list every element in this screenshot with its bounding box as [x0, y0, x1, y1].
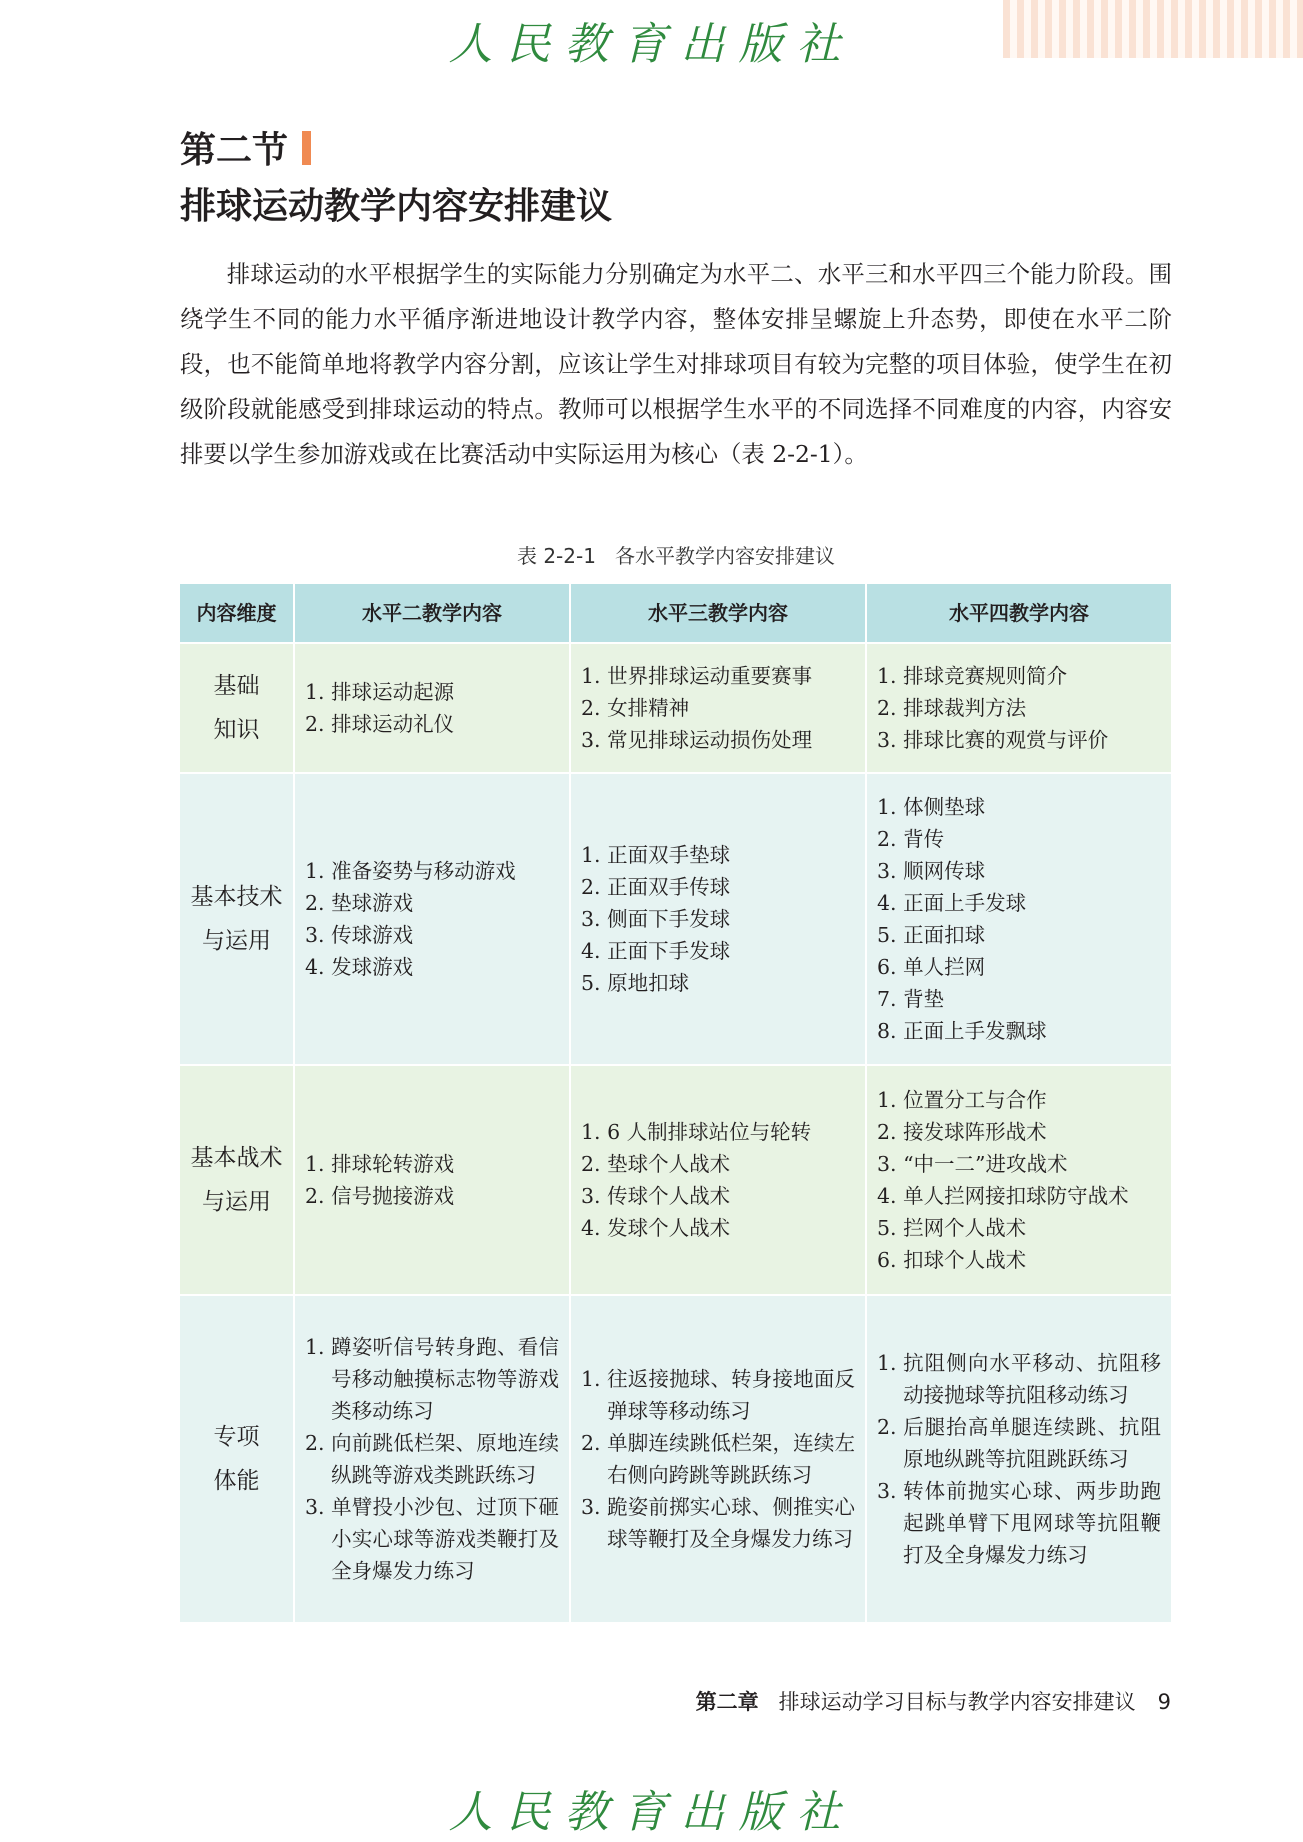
header-level3: 水平三教学内容: [570, 584, 866, 643]
list-item-text: 单人拦网接扣球防守战术: [903, 1184, 1129, 1208]
list-item-text: 转体前抛实心球、两步助跑起跳单臂下甩网球等抗阻鞭打及全身爆发力练习: [903, 1479, 1161, 1567]
list-item-number: 3.: [581, 907, 608, 931]
list-item-number: 6.: [877, 955, 904, 979]
list-item-text: 正面上手发球: [903, 891, 1027, 915]
item-list: [305, 1331, 559, 1587]
list-item-number: 1.: [581, 664, 608, 688]
list-item: [305, 1491, 559, 1587]
item-list: [305, 855, 559, 983]
list-item-number: 1.: [305, 1335, 332, 1359]
list-item-number: 3.: [877, 1152, 904, 1176]
dimension-label: 基本战术: [190, 1145, 283, 1171]
list-item: [877, 791, 1161, 823]
list-item-text: 排球比赛的观赏与评价: [903, 728, 1109, 752]
list-item: [581, 692, 855, 724]
list-item-number: 3.: [305, 923, 332, 947]
list-item-number: 1.: [877, 1351, 904, 1375]
list-item-text: 体侧垫球: [903, 795, 986, 819]
list-item: [305, 887, 559, 919]
item-list: [305, 676, 559, 740]
intro-paragraph: [180, 252, 1172, 477]
list-item-text: 传球个人战术: [607, 1184, 731, 1208]
level2-cell: [294, 773, 570, 1065]
dimension-label: 体能: [213, 1468, 260, 1494]
list-item-text: 背垫: [903, 987, 945, 1011]
footer-chapter: 第二章: [695, 1690, 759, 1714]
list-item-text: 信号抛接游戏: [331, 1184, 455, 1208]
dimension-label: 专项: [213, 1424, 260, 1450]
list-item-text: 正面双手垫球: [607, 843, 731, 867]
list-item: [305, 1180, 559, 1212]
list-item-number: 2.: [305, 1184, 332, 1208]
publisher-logo-bottom: 人民教育出版社: [448, 1787, 855, 1838]
list-item-text: 向前跳低栏架、原地连续纵跳等游戏类跳跃练习: [331, 1431, 559, 1487]
list-item: [581, 1148, 855, 1180]
page-number: 9: [1157, 1690, 1171, 1714]
content-plan-table: [180, 584, 1173, 1624]
list-item: [877, 1180, 1161, 1212]
level3-cell: [570, 1295, 866, 1623]
level4-cell: [866, 643, 1172, 773]
list-item: [305, 919, 559, 951]
list-item-text: 侧面下手发球: [607, 907, 731, 931]
list-item-text: 抗阻侧向水平移动、抗阻移动接抛球等抗阻移动练习: [903, 1351, 1161, 1407]
list-item-number: 3.: [877, 1479, 904, 1503]
publisher-logo-top: 人民教育出版社: [448, 19, 855, 70]
list-item-number: 2.: [877, 1415, 904, 1439]
list-item-number: 2.: [877, 696, 904, 720]
dimension-label: 与运用: [202, 928, 271, 954]
list-item-text: 准备姿势与移动游戏: [331, 859, 516, 883]
list-item: [877, 823, 1161, 855]
item-list: [581, 1116, 855, 1244]
list-item-number: 5.: [581, 971, 608, 995]
list-item-number: 3.: [581, 1495, 608, 1519]
list-item: [877, 1212, 1161, 1244]
list-item-text: 排球裁判方法: [903, 696, 1027, 720]
list-item-number: 1.: [581, 1120, 608, 1144]
list-item-text: 世界排球运动重要赛事: [607, 664, 813, 688]
list-item: [581, 660, 855, 692]
table-row: [180, 1065, 1172, 1295]
list-item: [877, 855, 1161, 887]
list-item-text: 正面双手传球: [607, 875, 731, 899]
item-list: [877, 1347, 1161, 1571]
list-item: [305, 1148, 559, 1180]
list-item-text: 单臂投小沙包、过顶下砸小实心球等游戏类鞭打及全身爆发力练习: [331, 1495, 559, 1583]
level4-cell: [866, 1295, 1172, 1623]
list-item: [305, 855, 559, 887]
level4-cell: [866, 1065, 1172, 1295]
list-item: [581, 1180, 855, 1212]
list-item: [877, 1084, 1161, 1116]
list-item-text: 发球游戏: [331, 955, 414, 979]
list-item: [877, 660, 1161, 692]
list-item-text: 单脚连续跳低栏架，连续左右侧向跨跳等跳跃练习: [607, 1431, 855, 1487]
level2-cell: [294, 1295, 570, 1623]
list-item-number: 5.: [877, 923, 904, 947]
list-item-number: 4.: [877, 891, 904, 915]
list-item: [581, 903, 855, 935]
list-item-number: 2.: [305, 1431, 332, 1455]
list-item: [581, 1212, 855, 1244]
list-item: [877, 1116, 1161, 1148]
level3-cell: [570, 773, 866, 1065]
list-item-text: 6 人制排球站位与轮转: [607, 1120, 812, 1144]
table-row: [180, 643, 1172, 773]
list-item: [877, 692, 1161, 724]
list-item-text: 拦网个人战术: [903, 1216, 1027, 1240]
list-item-text: 背传: [903, 827, 945, 851]
list-item-number: 6.: [877, 1248, 904, 1272]
dimension-cell: [180, 1065, 294, 1295]
list-item: [581, 871, 855, 903]
list-item-number: 3.: [305, 1495, 332, 1519]
list-item-number: 1.: [305, 1152, 332, 1176]
list-item-number: 2.: [581, 1431, 608, 1455]
level3-cell: [570, 643, 866, 773]
list-item-number: 3.: [581, 1184, 608, 1208]
intro-text: 排球运动的水平根据学生的实际能力分别确定为水平二、水平三和水平四三个能力阶段。围绕学生不同的能力水平循序渐进地设计教学内容，整体安排呈螺旋上升态势，即使在水平二阶段，也不能简单地将教学内容分割，应该让学生对排球项目有较为完整的项目体验，使学生在初级阶段就能感受到排球运动的特点。教师可以根据学生水平的不同选择不同难度的内容，内容安排要以学生参加游戏或在比赛活动中实际运用为核心（表 2-2-1）。: [180, 260, 1172, 468]
list-item-text: 排球竞赛规则简介: [903, 664, 1068, 688]
list-item-number: 4.: [581, 939, 608, 963]
list-item-text: 正面扣球: [903, 923, 986, 947]
list-item-number: 1.: [877, 1088, 904, 1112]
list-item: [581, 1427, 855, 1491]
list-item: [877, 1148, 1161, 1180]
list-item-text: 位置分工与合作: [903, 1088, 1047, 1112]
list-item-text: 跪姿前掷实心球、侧推实心球等鞭打及全身爆发力练习: [607, 1495, 855, 1551]
list-item-text: 排球运动礼仪: [331, 712, 455, 736]
list-item: [877, 1015, 1161, 1047]
list-item-number: 4.: [305, 955, 332, 979]
list-item: [877, 983, 1161, 1015]
list-item-number: 5.: [877, 1216, 904, 1240]
list-item-text: “中一二”进攻战术: [903, 1152, 1068, 1176]
list-item-number: 1.: [581, 1367, 608, 1391]
list-item-number: 2.: [305, 891, 332, 915]
item-list: [581, 660, 855, 756]
header-level2: 水平二教学内容: [294, 584, 570, 643]
table-row: [180, 773, 1172, 1065]
list-item: [581, 724, 855, 756]
page-footer: [696, 1686, 1171, 1716]
list-item-number: 3.: [877, 728, 904, 752]
list-item-text: 顺网传球: [903, 859, 986, 883]
list-item: [581, 1491, 855, 1555]
list-item-number: 1.: [877, 664, 904, 688]
list-item-number: 2.: [877, 1120, 904, 1144]
list-item: [877, 1411, 1161, 1475]
list-item-text: 单人拦网: [903, 955, 986, 979]
table-caption: 表 2-2-1 各水平教学内容安排建议: [516, 544, 836, 568]
list-item: [581, 935, 855, 967]
list-item-text: 正面上手发飘球: [903, 1019, 1047, 1043]
list-item-text: 常见排球运动损伤处理: [607, 728, 813, 752]
item-list: [877, 660, 1161, 756]
list-item-text: 蹲姿听信号转身跑、看信号移动触摸标志物等游戏类移动练习: [331, 1335, 559, 1423]
list-item-text: 接发球阵形战术: [903, 1120, 1047, 1144]
list-item: [305, 951, 559, 983]
list-item-number: 2.: [581, 875, 608, 899]
list-item-text: 往返接抛球、转身接地面反弹球等移动练习: [607, 1367, 855, 1423]
level3-cell: [570, 1065, 866, 1295]
list-item-number: 3.: [581, 728, 608, 752]
list-item: [305, 676, 559, 708]
list-item: [877, 1244, 1161, 1276]
list-item-number: 3.: [877, 859, 904, 883]
dimension-cell: [180, 643, 294, 773]
list-item-number: 1.: [305, 680, 332, 704]
item-list: [581, 839, 855, 999]
list-item-text: 扣球个人战术: [903, 1248, 1027, 1272]
section-number: [180, 122, 311, 173]
list-item-number: 8.: [877, 1019, 904, 1043]
list-item-number: 7.: [877, 987, 904, 1011]
list-item: [581, 1363, 855, 1427]
list-item-number: 1.: [305, 859, 332, 883]
list-item: [581, 1116, 855, 1148]
list-item-text: 垫球个人战术: [607, 1152, 731, 1176]
section-accent-bar: [302, 131, 311, 165]
list-item-number: 2.: [581, 696, 608, 720]
level2-cell: [294, 1065, 570, 1295]
list-item-text: 传球游戏: [331, 923, 414, 947]
list-item: [877, 887, 1161, 919]
list-item-number: 1.: [581, 843, 608, 867]
list-item-number: 2.: [877, 827, 904, 851]
dimension-cell: [180, 1295, 294, 1623]
list-item: [877, 724, 1161, 756]
list-item: [877, 1475, 1161, 1571]
dimension-cell: [180, 773, 294, 1065]
list-item: [305, 708, 559, 740]
dimension-label: 与运用: [202, 1189, 271, 1215]
item-list: [877, 1084, 1161, 1276]
list-item-text: 正面下手发球: [607, 939, 731, 963]
list-item-text: 女排精神: [607, 696, 690, 720]
list-item: [581, 967, 855, 999]
list-item: [305, 1331, 559, 1427]
section-number-text: 第二节: [180, 130, 289, 171]
list-item-text: 原地扣球: [607, 971, 690, 995]
level4-cell: [866, 773, 1172, 1065]
list-item-text: 后腿抬高单腿连续跳、抗阻原地纵跳等抗阻跳跃练习: [903, 1415, 1161, 1471]
section-title: 排球运动教学内容安排建议: [180, 186, 613, 227]
list-item-number: 1.: [877, 795, 904, 819]
dimension-label: 基本技术: [190, 884, 283, 910]
table-header-row: [180, 584, 1172, 643]
list-item-text: 排球运动起源: [331, 680, 455, 704]
list-item-number: 4.: [877, 1184, 904, 1208]
list-item: [877, 951, 1161, 983]
header-dimension: 内容维度: [180, 584, 294, 643]
list-item-number: 4.: [581, 1216, 608, 1240]
item-list: [877, 791, 1161, 1047]
item-list: [581, 1363, 855, 1555]
dimension-label: 知识: [213, 717, 260, 743]
level2-cell: [294, 643, 570, 773]
dimension-label: 基础: [213, 673, 260, 699]
list-item-text: 发球个人战术: [607, 1216, 731, 1240]
list-item-text: 垫球游戏: [331, 891, 414, 915]
list-item: [877, 919, 1161, 951]
list-item-number: 2.: [581, 1152, 608, 1176]
list-item-number: 2.: [305, 712, 332, 736]
item-list: [305, 1148, 559, 1212]
list-item: [877, 1347, 1161, 1411]
footer-title: 排球运动学习目标与教学内容安排建议: [778, 1690, 1136, 1714]
list-item: [581, 839, 855, 871]
table-row: [180, 1295, 1172, 1623]
header-level4: 水平四教学内容: [866, 584, 1172, 643]
list-item: [305, 1427, 559, 1491]
list-item-text: 排球轮转游戏: [331, 1152, 455, 1176]
